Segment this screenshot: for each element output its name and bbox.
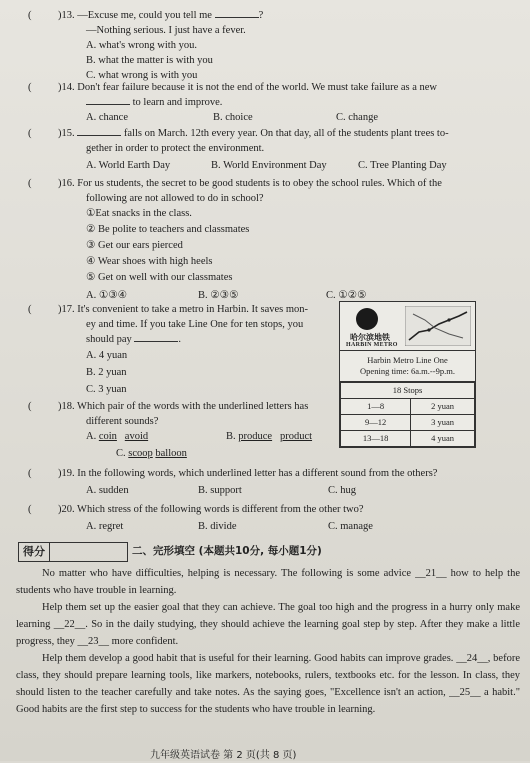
list-item: ④ Wear shoes with high heels [86, 256, 213, 267]
fare-table [340, 382, 475, 447]
option-a: A. coin avoid [86, 431, 149, 442]
option-c: C. manage [328, 521, 373, 532]
question-17: ( )17. It's convenient to take a metro in Harbin. It saves mon- ey and time. If you take Line One for ten stops, you should pay . A. 4 yuan B. 2 yuan C. 3 yuan [28, 302, 334, 398]
option-b: B. support [198, 485, 242, 496]
option-b: B. choice [213, 112, 253, 123]
option-b: B. divide [198, 521, 237, 532]
question-13: ( )13. —Excuse me, could you tell me ? —Nothing serious. I just have a fever. A. what's wrong with you. B. what the matter is with you C. what wrong is with you [28, 8, 522, 83]
question-18: ( )18. Which pair of the words with the underlined letters has different sounds? A. coin avoid B. produce product C. scoop balloon [28, 401, 313, 459]
answer-blank[interactable] [215, 17, 259, 18]
answer-blank[interactable] [86, 104, 130, 105]
option-c: C. 3 yuan [86, 384, 127, 395]
option-c: C. change [336, 112, 378, 123]
option-c: C. what wrong is with you [86, 70, 198, 81]
option-b: B. World Environment Day [211, 160, 327, 171]
list-item: ③ Get our ears pierced [86, 240, 183, 251]
section-header [18, 542, 518, 562]
rule-list [28, 206, 522, 286]
question-14: ( )14. Don't fear failure because it is not the end of the world. We must take failure as a new to learn and improve. A. chance B. choice C. change [28, 82, 438, 123]
page-footer: 九年级英语试卷 第 2 页(共 8 页) [150, 750, 297, 761]
metro-logo: 哈尔滨地铁 HARBIN METRO [340, 302, 475, 351]
option-a: A. chance [86, 112, 128, 123]
question-20: ( )20. Which stress of the following words is different from the other two? A. regret B. divide C. manage [28, 504, 373, 532]
option-a: A. what's wrong with you. [86, 40, 197, 51]
table-row: 1—8 2 yuan [341, 399, 475, 415]
answer-blank[interactable] [134, 341, 178, 342]
question-15: ( )15. falls on March. 12th every year. On that day, all of the students plant trees to- gether in order to protect the environment. A. World Earth Day B. World Environment Day C. Tree Planting Day [28, 128, 449, 171]
metro-map-icon [405, 306, 471, 346]
question-19: ( )19. In the following words, which underlined letter has a different sound from the others? A. sudden B. support C. hug [28, 468, 438, 496]
metro-info: Harbin Metro Line One Opening time: 6a.m.--9p.m. [340, 351, 475, 382]
option-a: A. World Earth Day [86, 160, 171, 171]
list-item: ⑤ Get on well with our classmates [86, 272, 233, 283]
score-field[interactable] [49, 542, 128, 562]
option-a: A. 4 yuan [86, 350, 128, 361]
option-c: C. scoop balloon [116, 448, 187, 459]
answer-blank[interactable] [77, 135, 121, 136]
list-item: ①Eat snacks in the class. [86, 208, 192, 219]
fare-table-header: 18 Stops [341, 383, 475, 399]
list-item: ② Be polite to teachers and classmates [86, 224, 250, 235]
passage-paragraph: Help them set up the easier goal that they can achieve. The goal too high and the progress in a hurry only make learning __22__. So in the daily studying, they should achieve the learning goal step by step. After they make a little progress, they __23__ more confident. [16, 602, 520, 647]
metro-logo-icon [356, 308, 378, 330]
option-b: B. ②③⑤ [198, 290, 239, 301]
option-a: A. sudden [86, 485, 129, 496]
table-row: 13—18 4 yuan [341, 431, 475, 447]
cloze-passage [16, 565, 520, 718]
option-b: B. what the matter is with you [86, 55, 213, 66]
table-row: 9—12 3 yuan [341, 415, 475, 431]
option-c: C. Tree Planting Day [358, 160, 447, 171]
passage-paragraph: No matter who have difficulties, helping is necessary. The following is some advice __21__ how to help the students who have trouble in learning. [16, 568, 520, 596]
option-a: A. regret [86, 521, 124, 532]
option-a: A. ①③④ [86, 290, 128, 301]
option-b: B. 2 yuan [86, 367, 127, 378]
score-label: 得分 [18, 542, 50, 562]
passage-paragraph: Help them develop a good habit that is useful for their learning. Good habits can improve grades. __24__, before class, they should prepare learning tools, like markers, notebooks, rulers, textbooks etc. for the lesson. In class, they should listen to the teacher carefully and take notes. As the saying goes, "Excellence isn't an action, __25__ a habit." Good habits are the first step to success for the students who have trouble in learning. [16, 653, 520, 715]
metro-info-card [339, 301, 476, 448]
option-c: C. hug [328, 485, 357, 496]
option-b: B. produce product [226, 431, 313, 442]
section-title: 二、完形填空 (本题共10分, 每小题1分) [132, 545, 322, 557]
option-c: C. ①②⑤ [326, 290, 367, 301]
question-16: ( )16. For us students, the secret to be good students is to obey the school rules. Which of the following are not allowed to do in school? ①Eat snacks in the class. ② Be polite to teachers and classmates ③ Get our ears pierced ④ Wear shoes with high heels ⑤ Get on well with our classmates A. ①③④ B. ②③⑤ C. ①②⑤ [28, 176, 522, 303]
